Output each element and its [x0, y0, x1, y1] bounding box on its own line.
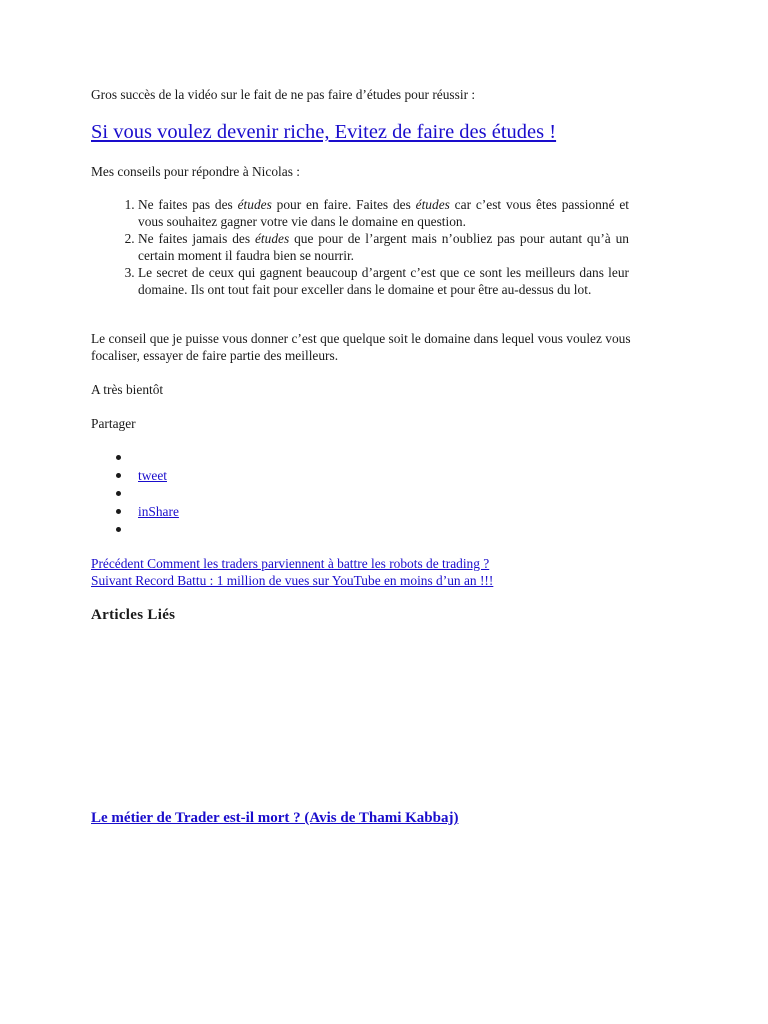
- intro-text: Gros succès de la vidéo sur le fait de ne pas faire d’études pour réussir :: [91, 87, 476, 102]
- bullet-icon: [116, 455, 121, 460]
- share-item-inshare: [138, 503, 179, 521]
- share-list: [91, 449, 179, 539]
- share-item-empty: [138, 449, 179, 467]
- advice-item-1: [138, 196, 629, 230]
- advice-item-2: [138, 230, 629, 264]
- related-article-link[interactable]: Le métier de Trader est-il mort ? (Avis de Thami Kabbaj): [91, 810, 459, 826]
- advice-emphasis: études: [254, 231, 290, 246]
- advice-intro-text: Mes conseils pour répondre à Nicolas :: [91, 164, 300, 179]
- advice-text: car c’est vous êtes passionné et vous souhaitez gagner votre vie dans le domaine en question.: [138, 197, 629, 229]
- conclusion-text: Le conseil que je puisse vous donner c’est que quelque soit le domaine dans lequel vous voulez vous focaliser, essayer de faire partie des meilleurs.: [91, 331, 631, 363]
- advice-text: Le secret de ceux qui gagnent beaucoup d’argent c’est que ce sont les meilleurs dans leur domaine. Ils ont tout fait pour exceller dans le domaine et pour être au-dessus du lot.: [138, 265, 629, 297]
- share-item-empty: [138, 521, 179, 539]
- sign-off-text: A très bientôt: [91, 382, 164, 397]
- advice-list: [91, 196, 629, 298]
- headline-link[interactable]: Si vous voulez devenir riche, Evitez de faire des études !: [91, 121, 557, 143]
- tweet-link[interactable]: tweet: [138, 468, 167, 483]
- share-label: Partager: [91, 416, 136, 431]
- bullet-icon: [116, 491, 121, 496]
- bullet-icon: [116, 473, 121, 478]
- advice-emphasis: études: [415, 197, 450, 212]
- advice-text: Ne faites pas des: [138, 197, 238, 212]
- post-navigation: [91, 555, 493, 589]
- advice-text: pour en faire. Faites des: [271, 197, 416, 212]
- share-item-empty: [138, 485, 179, 503]
- advice-item-3: [138, 264, 629, 298]
- advice-text: Ne faites jamais des: [138, 231, 255, 246]
- related-articles-title: Articles Liés: [91, 607, 176, 623]
- next-post-link[interactable]: Suivant Record Battu : 1 million de vues sur YouTube en moins d’un an !!!: [91, 573, 494, 588]
- share-item-tweet: [138, 467, 179, 485]
- previous-post-link[interactable]: Précédent Comment les traders parviennent à battre les robots de trading ?: [91, 556, 490, 571]
- advice-emphasis: études: [237, 197, 272, 212]
- bullet-icon: [116, 527, 121, 532]
- bullet-icon: [116, 509, 121, 514]
- inshare-link[interactable]: inShare: [138, 504, 179, 519]
- advice-text: que pour de l’argent mais n’oubliez pas pour autant qu’à un certain moment il faudra bien se nourrir.: [138, 231, 629, 263]
